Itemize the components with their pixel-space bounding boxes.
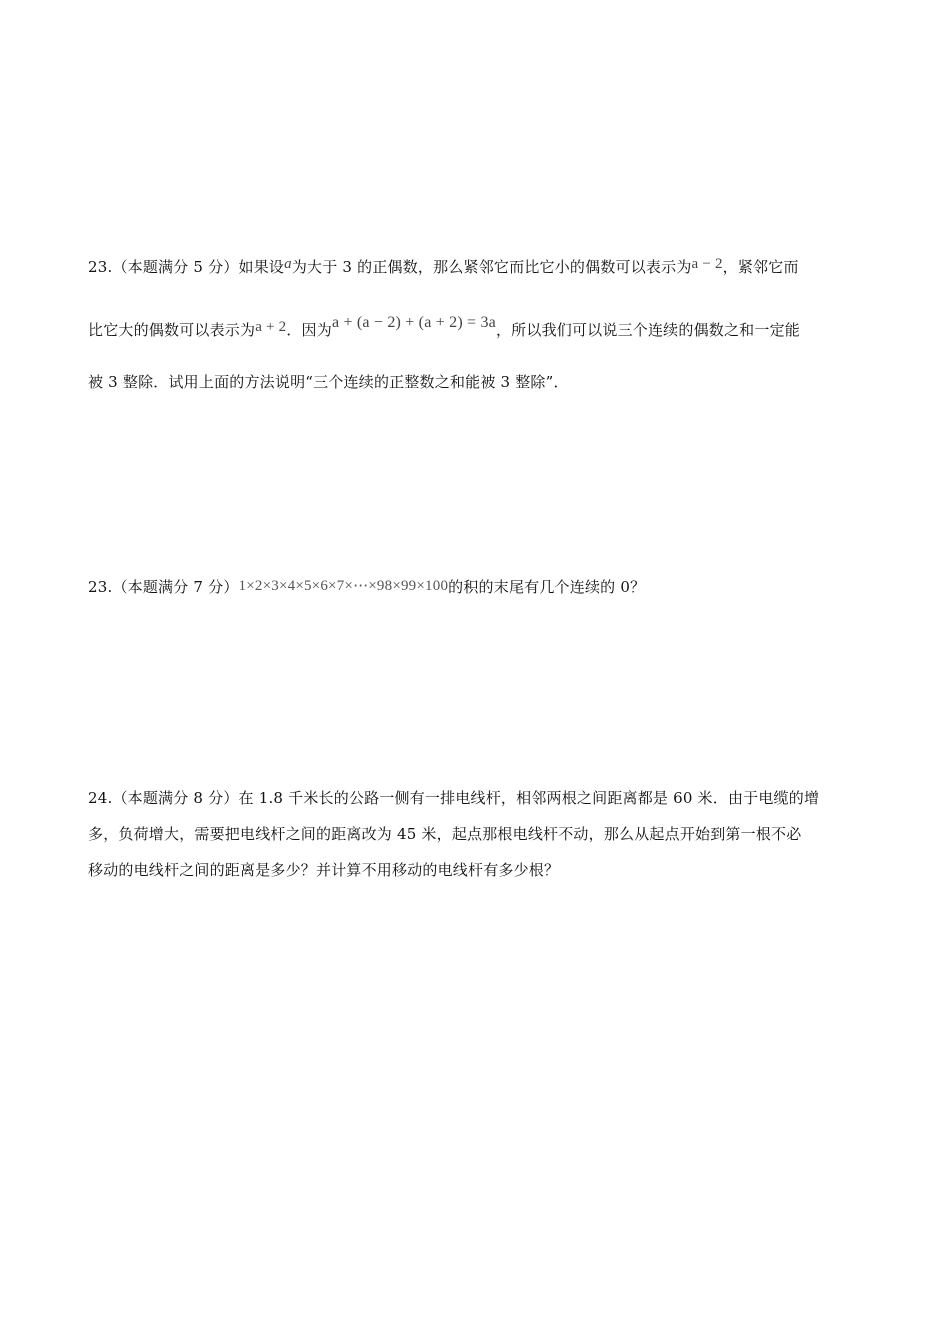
problem-text: 移动的电线杆之间的距离是多少？并计算不用移动的电线杆有多少根？: [88, 861, 560, 879]
problem-text: 比它大的偶数可以表示为: [88, 321, 256, 339]
problem-text: 多，负荷增大，需要把电线杆之间的距离改为 45 米，起点那根电线杆不动，那么从起点开始到第一根不必: [88, 825, 802, 843]
problem-text: ，所以我们可以说三个连续的偶数之和一定能: [495, 321, 800, 339]
problem-text: 23.（本题满分 7 分）: [88, 578, 239, 596]
problem-line: [88, 787, 819, 808]
math-expression: a + 2: [255, 319, 287, 335]
math-expression: a + (a − 2) + (a + 2) = 3a: [331, 314, 496, 331]
problem-text: 被 3 整除．试用上面的方法说明“三个连续的正整数之和能被 3 整除”．: [88, 373, 569, 391]
problem-line: [88, 859, 559, 880]
problem-line: [88, 256, 799, 277]
math-expression: 1×2×3×4×5×6×7×⋯×98×99×100: [238, 578, 449, 594]
problem-text: 23.（本题满分 5 分）如果设: [88, 258, 285, 276]
problem-line: [88, 823, 801, 844]
problem-line: [88, 371, 569, 392]
problem-text: 为大于 3 的正偶数，那么紧邻它而比它小的偶数可以表示为: [291, 258, 692, 276]
problem-line: [88, 576, 645, 597]
problem-text: 的积的末尾有几个连续的 0？: [448, 578, 646, 596]
math-expression: a: [284, 256, 292, 272]
problem-line: [88, 314, 800, 340]
problem-text: 24.（本题满分 8 分）在 1.8 千米长的公路一侧有一排电线杆，相邻两根之间距离都是 60 米．由于电缆的增: [88, 789, 820, 807]
problem-text: ．因为: [286, 321, 332, 339]
math-expression: a − 2: [691, 256, 723, 272]
problem-text: ，紧邻它而: [722, 258, 799, 276]
